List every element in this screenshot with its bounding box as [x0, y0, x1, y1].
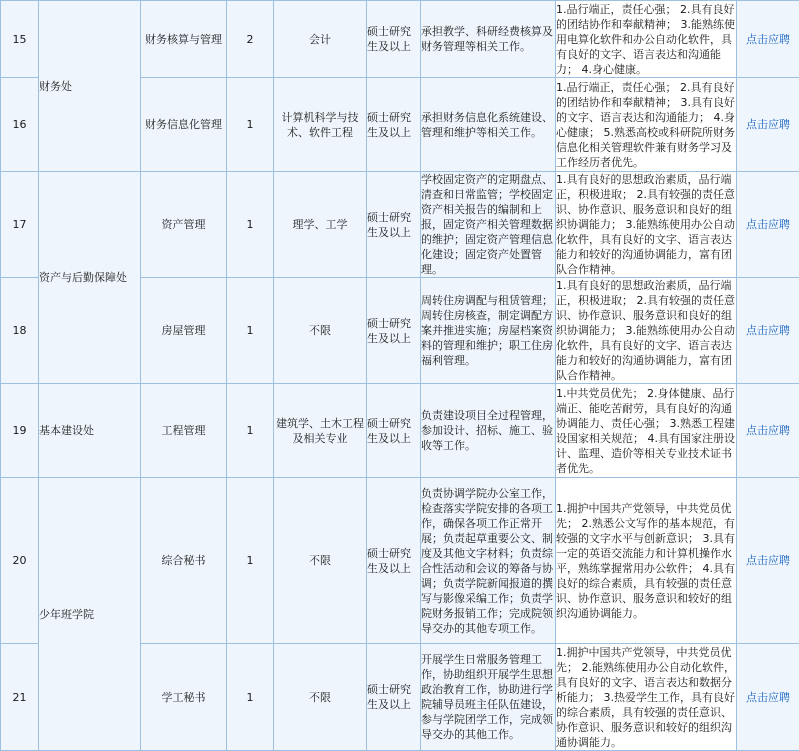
education-cell: 硕士研究生及以上: [367, 278, 421, 384]
post-count: 2: [227, 1, 274, 78]
post-count: 1: [227, 172, 274, 278]
department-cell: 资产与后勤保障处: [39, 172, 141, 384]
duty-cell: 负责协调学院办公室工作，检查落实学院安排的各项工作，确保各项工作正常开展；负责起草重要公文、制度及其他文字材料；负责综合性活动和会议的筹备与协调；负责学院新闻报道的撰写与影像采编工作；负责学院财务报销工作；完成院领导交办的其他专项工作。: [421, 478, 556, 644]
education-cell: 硕士研究生及以上: [367, 1, 421, 78]
apply-cell: [737, 478, 799, 644]
post-count: 1: [227, 78, 274, 172]
row-number: 20: [1, 478, 39, 644]
apply-link[interactable]: 点击应聘: [746, 554, 790, 567]
table-row: [1, 172, 799, 278]
row-number: 18: [1, 278, 39, 384]
apply-cell: [737, 78, 799, 172]
row-number: 19: [1, 384, 39, 478]
major-cell: 会计: [274, 1, 367, 78]
row-number: 15: [1, 1, 39, 78]
major-cell: 不限: [274, 644, 367, 751]
post-name: 财务信息化管理: [141, 78, 227, 172]
post-name: 综合秘书: [141, 478, 227, 644]
row-number: 17: [1, 172, 39, 278]
apply-cell: [737, 644, 799, 751]
requirement-cell: 1.拥护中国共产党领导，中共党员优先； 2.能熟练使用办公自动化软件，具有良好的文字、语言表达和数据分析能力； 3.热爱学生工作，具有良好的综合素质，具有较强的责任意识、协作意识、服务意识和较好的组织沟通协调能力。: [556, 644, 737, 751]
education-cell: 硕士研究生及以上: [367, 644, 421, 751]
post-name: 财务核算与管理: [141, 1, 227, 78]
education-cell: 硕士研究生及以上: [367, 384, 421, 478]
apply-cell: [737, 1, 799, 78]
requirement-cell: 1.具有良好的思想政治素质，品行端正，积极进取； 2.具有较强的责任意识、协作意识、服务意识和良好的组织协调能力； 3.能熟练使用办公自动化软件，具有良好的文字、语言表达能力和较好的沟通协调能力，富有团队合作精神。: [556, 278, 737, 384]
row-number: 21: [1, 644, 39, 751]
education-cell: 硕士研究生及以上: [367, 478, 421, 644]
apply-link[interactable]: 点击应聘: [746, 218, 790, 231]
department-cell: 少年班学院: [39, 478, 141, 751]
apply-link[interactable]: 点击应聘: [746, 118, 790, 131]
post-name: 学工秘书: [141, 644, 227, 751]
post-count: 1: [227, 278, 274, 384]
apply-cell: [737, 278, 799, 384]
major-cell: 建筑学、土木工程及相关专业: [274, 384, 367, 478]
row-number: 16: [1, 78, 39, 172]
major-cell: 不限: [274, 478, 367, 644]
apply-cell: [737, 172, 799, 278]
education-cell: 硕士研究生及以上: [367, 172, 421, 278]
education-cell: 硕士研究生及以上: [367, 78, 421, 172]
major-cell: 理学、工学: [274, 172, 367, 278]
post-name: 房屋管理: [141, 278, 227, 384]
table-row: [1, 1, 799, 78]
apply-link[interactable]: 点击应聘: [746, 691, 790, 704]
table-row: [1, 384, 799, 478]
post-name: 资产管理: [141, 172, 227, 278]
requirement-cell: 1.中共党员优先； 2.身体健康、品行端正、能吃苦耐劳，具有良好的沟通协调能力、责任心强； 3.熟悉工程建设国家相关规范； 4.具有国家注册设计、监理、造价等相关专业技术证书者优先。: [556, 384, 737, 478]
department-cell: 财务处: [39, 1, 141, 172]
major-cell: 不限: [274, 278, 367, 384]
duty-cell: 周转住房调配与租赁管理；周转住房核查，制定调配方案并推进实施；房屋档案资料的管理和维护；职工住房福利管理。: [421, 278, 556, 384]
duty-cell: 承担财务信息化系统建设、管理和维护等相关工作。: [421, 78, 556, 172]
requirement-cell: 1.具有良好的思想政治素质，品行端正，积极进取； 2.具有较强的责任意识、协作意识、服务意识和良好的组织协调能力； 3.能熟练使用办公自动化软件，具有良好的文字、语言表达能力和较好的沟通协调能力，富有团队合作精神。: [556, 172, 737, 278]
apply-link[interactable]: 点击应聘: [746, 424, 790, 437]
duty-cell: 承担教学、科研经费核算及财务管理等相关工作。: [421, 1, 556, 78]
apply-link[interactable]: 点击应聘: [746, 33, 790, 46]
table-row: [1, 478, 799, 644]
post-count: 1: [227, 384, 274, 478]
requirement-cell: 1.品行端正，责任心强； 2.具有良好的团结协作和奉献精神； 3.具有良好的文字、语言表达和沟通能力； 4.身心健康； 5.熟悉高校或科研院所财务信息化相关管理软件兼有财务学习及工作经历者优先。: [556, 78, 737, 172]
major-cell: 计算机科学与技术、软件工程: [274, 78, 367, 172]
post-count: 1: [227, 644, 274, 751]
duty-cell: 开展学生日常服务管理工作，协助组织开展学生思想政治教育工作，协助进行学院辅导员班主任队伍建设，参与学院团学工作，完成领导交办的其他工作。: [421, 644, 556, 751]
apply-cell: [737, 384, 799, 478]
requirement-cell: 1.拥护中国共产党领导，中共党员优先； 2.熟悉公文写作的基本规范，有较强的文字水平与创新意识； 3.具有一定的英语交流能力和计算机操作水平，熟练掌握常用办公软件； 4.具有良好的综合素质，具有较强的责任意识、协作意识、服务意识和较好的组织沟通协调能力。: [556, 478, 737, 644]
post-name: 工程管理: [141, 384, 227, 478]
duty-cell: 学校固定资产的定期盘点、清查和日常监管；学校固定资产相关报告的编制和上报，固定资产相关管理数据的维护；固定资产管理信息化建设；固定资产处置管理。: [421, 172, 556, 278]
apply-link[interactable]: 点击应聘: [746, 324, 790, 337]
department-cell: 基本建设处: [39, 384, 141, 478]
post-count: 1: [227, 478, 274, 644]
duty-cell: 负责建设项目全过程管理，参加设计、招标、施工、验收等工作。: [421, 384, 556, 478]
requirement-cell: 1.品行端正，责任心强； 2.具有良好的团结协作和奉献精神； 3.能熟练使用电算化软件和办公自动化软件，具有良好的文字、语言表达和沟通能力； 4.身心健康。: [556, 1, 737, 78]
